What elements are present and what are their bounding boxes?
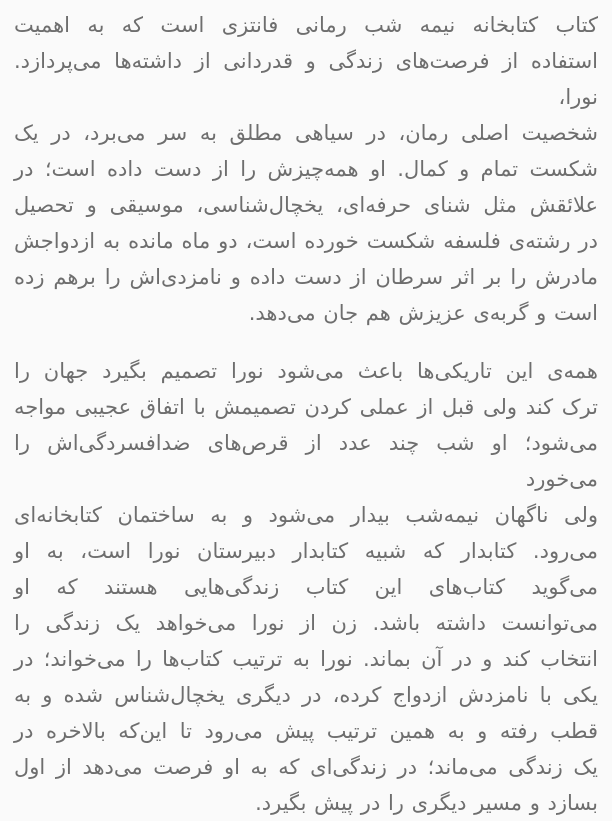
paragraph-book-intro [14, 7, 598, 331]
text-line: در رشته‌ی فلسفه شکست خورده است، دو ماه مانده به ازدواجش [14, 229, 598, 253]
text-line: می‌رود. کتابدار که شبیه کتابدار دبیرستان نورا است، به او [14, 539, 598, 563]
text-line: انتخاب کند و در آن بماند. نورا به ترتیب کتاب‌ها را می‌خواند؛ در [14, 647, 598, 671]
text-line: بسازد و مسیر دیگری را در پیش بگیرد. [255, 791, 598, 815]
text-line: است و گربه‌ی عزیزش هم جان می‌دهد. [248, 301, 598, 325]
text-line: شکست تمام و کمال. او همه‌چیزش را از دست داده است؛ در [14, 157, 598, 181]
text-line: می‌توانست داشته باشد. زن از نورا می‌خواهد یک زندگی را [14, 611, 598, 635]
text-line: مادرش را بر اثر سرطان از دست داده و نامزدی‌اش را برهم زده [14, 265, 598, 289]
text-line: یک زندگی می‌ماند؛ در زندگی‌ای که به او فرصت می‌دهد از اول [14, 755, 598, 779]
text-line: قطب رفته و به همین ترتیب پیش می‌رود تا این‌که بالاخره در [14, 719, 598, 743]
text-line: علائقش مثل شنای حرفه‌ای، یخچال‌شناسی، موسیقی و تحصیل [14, 193, 598, 217]
text-line: همه‌ی این تاریکی‌ها باعث می‌شود نورا تصمیم بگیرد جهان را [14, 359, 598, 383]
paragraph-plot-summary [14, 353, 598, 821]
text-line: ولی ناگهان نیمه‌شب بیدار می‌شود و به ساختمان کتابخانه‌ای [14, 503, 598, 527]
text-line: می‌شود؛ او شب چند عدد از قرص‌های ضدافسردگی‌اش را می‌خورد [14, 431, 598, 491]
text-line: ترک کند ولی قبل از عملی کردن تصمیمش با اتفاق عجیبی مواجه [14, 395, 598, 419]
text-line: شخصیت اصلی رمان، در سیاهی مطلق به سر می‌برد، در یک [14, 121, 598, 145]
text-line: استفاده از فرصت‌های زندگی و قدردانی از داشته‌ها می‌پردازد. نورا، [14, 49, 598, 109]
text-line: یکی با نامزدش ازدواج کرده، در دیگری یخچال‌شناس شده و به [14, 683, 598, 707]
text-line: کتاب کتابخانه نیمه شب رمانی فانتزی است که به اهمیت [14, 13, 598, 37]
text-line: می‌گوید کتاب‌های این کتاب زندگی‌هایی هستند که او [14, 575, 598, 599]
